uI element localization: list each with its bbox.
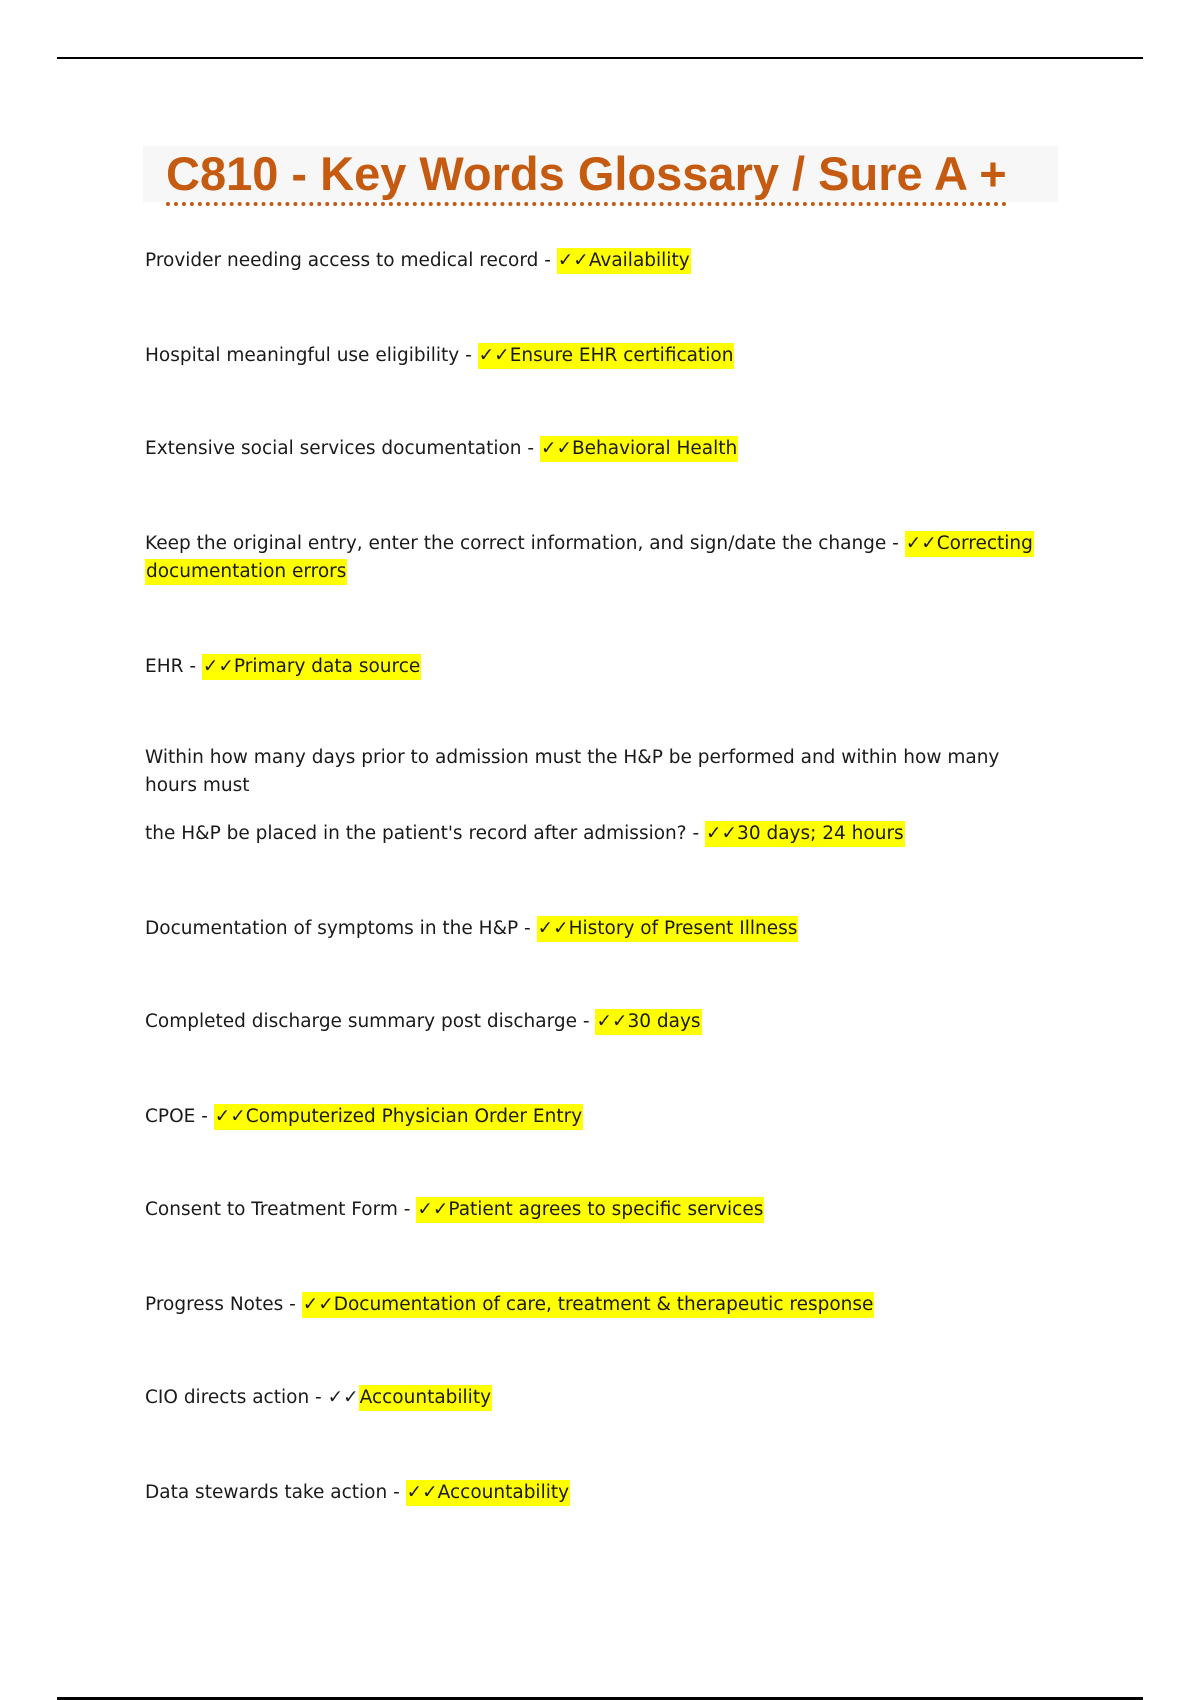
entry-separator: - [521,438,540,459]
document-title: C810 - Key Words Glossary / Sure A + [166,146,1007,206]
glossary-entry-1 [145,247,1045,275]
entry-separator: - [183,656,202,677]
entry-term: Provider needing access to medical record [145,250,539,271]
entry-definition-highlight [595,1009,701,1035]
entry-definition-highlight [302,1292,875,1318]
entry-separator: - [195,1106,214,1127]
entry-definition: Accountability [437,1482,570,1503]
entry-definition: Documentation of care, treatment & therapeutic response [333,1294,874,1315]
entry-term: Consent to Treatment Form [145,1199,398,1220]
entry-term: CPOE [145,1106,196,1127]
entry-term: Documentation of symptoms in the H&P [145,918,519,939]
check-mark-icon: ✓✓ [406,1482,438,1503]
entry-term: Hospital meaningful use eligibility [145,345,460,366]
entry-separator: - [309,1387,328,1408]
check-mark-icon: ✓✓ [327,1387,359,1408]
entry-definition-highlight [705,821,905,847]
entry-definition: Computerized Physician Order Entry [245,1106,583,1127]
entry-definition: Correcting documentation errors [146,533,1033,582]
entry-separator: - [387,1482,406,1503]
entry-definition: History of Present Illness [568,918,798,939]
glossary-entry-7 [145,915,1045,943]
glossary-entry-6 [145,744,1045,848]
glossary-entry-3 [145,435,1045,463]
check-mark-icon: ✓✓ [905,533,937,554]
glossary-entry-2 [145,342,1045,370]
entry-term: Within how many days prior to admission must the H&P be performed and within how many hours must [145,747,1006,796]
entry-definition: Behavioral Health [571,438,738,459]
check-mark-icon: ✓✓ [706,823,738,844]
entry-definition: Ensure EHR certification [509,345,734,366]
check-mark-icon: ✓✓ [302,1294,334,1315]
entry-separator: - [686,823,706,844]
entry-term: EHR [145,656,184,677]
check-mark-icon: ✓✓ [537,918,569,939]
entry-definition: Availability [588,250,690,271]
entry-definition: Patient agrees to specific services [448,1199,764,1220]
check-mark-icon: ✓✓ [478,345,510,366]
entry-separator: - [459,345,478,366]
entry-separator: - [397,1199,417,1220]
entry-term: Data stewards take action [145,1482,388,1503]
glossary-entry-4 [145,530,1045,586]
glossary-entry-11 [145,1291,1045,1319]
entry-term-continuation-line [145,820,1045,848]
check-mark-icon: ✓✓ [214,1106,246,1127]
check-mark-icon: ✓✓ [417,1199,449,1220]
entry-definition-highlight [202,654,421,680]
entry-definition-highlight [416,1197,764,1223]
check-mark-icon: ✓✓ [596,1011,628,1032]
entry-definition: Primary data source [233,656,421,677]
entry-definition-highlight [478,343,735,369]
entry-separator: - [577,1011,596,1032]
entry-term: Completed discharge summary post discharge [145,1011,577,1032]
entry-separator: - [538,250,557,271]
glossary-entry-12 [145,1384,1045,1412]
glossary-entry-13 [145,1479,1045,1507]
entry-definition-highlight [557,248,691,274]
glossary-entry-5 [145,653,1045,681]
entry-separator: - [283,1294,302,1315]
entry-definition-highlight [406,1480,570,1506]
check-mark-icon: ✓✓ [202,656,234,677]
entry-definition-highlight [214,1104,583,1130]
entry-term: Progress Notes [145,1294,284,1315]
check-mark-icon: ✓✓ [540,438,572,459]
entry-term-line2: the H&P be placed in the patient's record after admission? [145,823,687,844]
glossary-entry-9 [145,1103,1045,1131]
entry-definition: 30 days [627,1011,701,1032]
entry-definition-highlight [540,436,738,462]
entry-term: CIO directs action [145,1387,310,1408]
entry-term: Keep the original entry, enter the correct information, and sign/date the change [145,533,887,554]
check-mark-icon: ✓✓ [557,250,589,271]
entry-definition: 30 days; 24 hours [737,823,904,844]
entry-definition-highlight [537,916,799,942]
entry-separator: - [886,533,905,554]
entry-definition: Accountability [359,1385,492,1411]
glossary-entry-8 [145,1008,1045,1036]
glossary-entry-10 [145,1196,1045,1224]
entry-separator: - [518,918,537,939]
entry-term: Extensive social services documentation [145,438,522,459]
